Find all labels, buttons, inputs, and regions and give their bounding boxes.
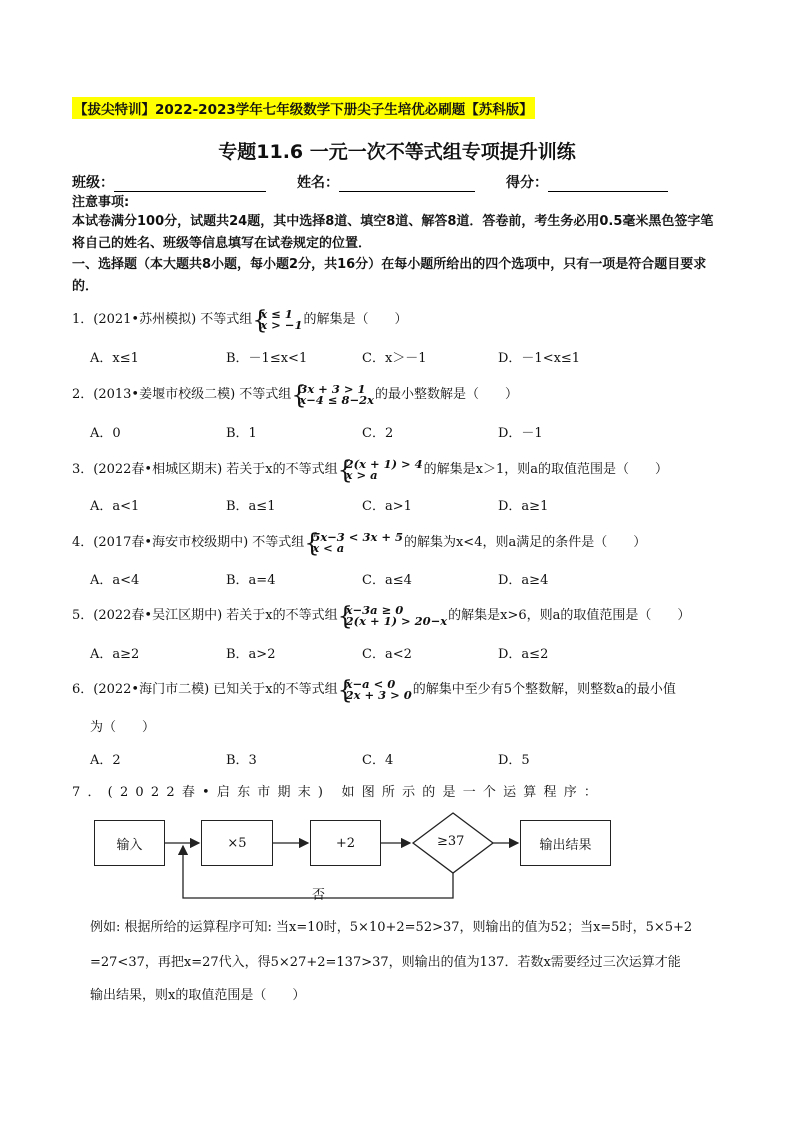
option-a[interactable]: A．a≥2 bbox=[90, 647, 140, 662]
question-stem: 5．(2022春•吴江区期中) 若关于x的不等式组 bbox=[72, 608, 338, 623]
question-tail: 的解集中至少有5个整数解，则整数a的最小值 bbox=[412, 682, 676, 697]
q7-example-line-2: =27<37，再把x=27代入，得5×27+2=137>37，则输出的值为137．若数x需要经过三次运算才能 bbox=[90, 955, 681, 970]
flow-check-label: ≥37 bbox=[437, 834, 465, 849]
flow-no-label: 否 bbox=[312, 888, 326, 903]
brace-glyph: { bbox=[337, 454, 353, 485]
option-d[interactable]: D．－1<x≤1 bbox=[498, 351, 581, 366]
system-line: x > −1 bbox=[260, 317, 303, 332]
option-c[interactable]: C．a>1 bbox=[362, 499, 412, 514]
option-a[interactable]: A．a<4 bbox=[90, 573, 140, 588]
section1-heading: 一、选择题（本大题共8小题，每小题2分，共16分）在每小题所给出的四个选项中，只有一项是符合题目要求的． bbox=[72, 257, 707, 294]
option-c[interactable]: C．x＞－1 bbox=[362, 351, 427, 366]
question-stem: 2．(2013•姜堰市校级二模) 不等式组 bbox=[72, 387, 292, 402]
system-line: 2(x + 1) > 20−x bbox=[345, 613, 448, 628]
option-b[interactable]: B．－1≤x<1 bbox=[226, 351, 308, 366]
question-stem: 1．(2021•苏州模拟) 不等式组 bbox=[72, 312, 253, 327]
option-d[interactable]: D．5 bbox=[498, 753, 530, 768]
option-b[interactable]: B．3 bbox=[226, 753, 257, 768]
option-d[interactable]: D．a≥1 bbox=[498, 499, 549, 514]
score-label: 得分： bbox=[506, 175, 548, 191]
brace-glyph: { bbox=[291, 379, 307, 410]
system-line: 5x−3 < 3x + 5 bbox=[312, 529, 403, 544]
option-c[interactable]: C．2 bbox=[362, 426, 394, 441]
system-line: 3x + 3 > 1 bbox=[299, 381, 366, 396]
question-tail: 的最小整数解是（ ） bbox=[374, 387, 518, 402]
option-c[interactable]: C．4 bbox=[362, 753, 394, 768]
system-line: x > a bbox=[345, 467, 378, 482]
system-line: 2x + 3 > 0 bbox=[345, 687, 412, 702]
notes-heading: 注意事项: bbox=[72, 195, 130, 210]
system-line: x < a bbox=[312, 540, 345, 555]
banner: 【拔尖特训】2022-2023学年七年级数学下册尖子生培优必刷题【苏科版】 bbox=[72, 97, 535, 119]
q7-example-line-3: 输出结果，则x的取值范围是（ ） bbox=[90, 988, 306, 1003]
page-title: 专题11.6 一元一次不等式组专项提升训练 bbox=[218, 141, 576, 163]
flow-plus2-box: +2 bbox=[310, 820, 381, 866]
system-line: x ≤ 1 bbox=[260, 306, 293, 321]
option-a[interactable]: A．x≤1 bbox=[90, 351, 139, 366]
question-tail: 的解集为x<4，则a满足的条件是（ ） bbox=[403, 535, 647, 550]
system-line: x−a < 0 bbox=[345, 676, 396, 691]
system-line: x−3a ≥ 0 bbox=[345, 602, 404, 617]
question-tail: 的解集是（ ） bbox=[303, 312, 408, 327]
option-a[interactable]: A．a<1 bbox=[90, 499, 140, 514]
flow-output-box: 输出结果 bbox=[520, 820, 611, 866]
q7-example-line-1: 例如: 根据所给的运算程序可知: 当x=10时，5×10+2=52>37，则输出的值为52；当x=5时，5×5+2 bbox=[90, 920, 693, 935]
system-line: 2(x + 1) > 4 bbox=[345, 456, 423, 471]
question-stem: 6．(2022•海门市二模) 已知关于x的不等式组 bbox=[72, 682, 338, 697]
q7-intro: 7．(2022春•启东市期末) 如图所示的是一个运算程序： bbox=[72, 785, 605, 800]
option-d[interactable]: D．a≥4 bbox=[498, 573, 549, 588]
question-stem: 4．(2017春•海安市校级期中) 不等式组 bbox=[72, 535, 305, 550]
brace-glyph: { bbox=[252, 304, 268, 335]
option-d[interactable]: D．－1 bbox=[498, 426, 543, 441]
flow-input-box: 输入 bbox=[94, 820, 165, 866]
option-c[interactable]: C．a≤4 bbox=[362, 573, 412, 588]
question-stem: 3．(2022春•相城区期末) 若关于x的不等式组 bbox=[72, 462, 338, 477]
class-label: 班级： bbox=[72, 175, 114, 191]
system-line: x−4 ≤ 8−2x bbox=[299, 392, 374, 407]
option-c[interactable]: C．a<2 bbox=[362, 647, 412, 662]
brace-glyph: { bbox=[304, 527, 320, 558]
question-tail: 的解集是x＞1，则a的取值范围是（ ） bbox=[423, 462, 669, 477]
brace-glyph: { bbox=[337, 600, 353, 631]
flow-times5-box: ×5 bbox=[201, 820, 273, 866]
question-tail: 的解集是x>6，则a的取值范围是（ ） bbox=[448, 608, 691, 623]
option-a[interactable]: A．0 bbox=[90, 426, 121, 441]
option-b[interactable]: B．a=4 bbox=[226, 573, 276, 588]
option-d[interactable]: D．a≤2 bbox=[498, 647, 549, 662]
name-label: 姓名： bbox=[297, 175, 339, 191]
option-b[interactable]: B．a>2 bbox=[226, 647, 276, 662]
notes-body: 本试卷满分100分，试题共24题，其中选择8道、填空8道、解答8道．答卷前，考生务必用0.5毫米黑色签字笔将自己的姓名、班级等信息填写在试卷规定的位置． bbox=[72, 214, 714, 251]
brace-glyph: { bbox=[337, 674, 353, 705]
question-continuation: 为（ ） bbox=[90, 720, 156, 735]
option-b[interactable]: B．a≤1 bbox=[226, 499, 276, 514]
option-a[interactable]: A．2 bbox=[90, 753, 121, 768]
option-b[interactable]: B．1 bbox=[226, 426, 257, 441]
